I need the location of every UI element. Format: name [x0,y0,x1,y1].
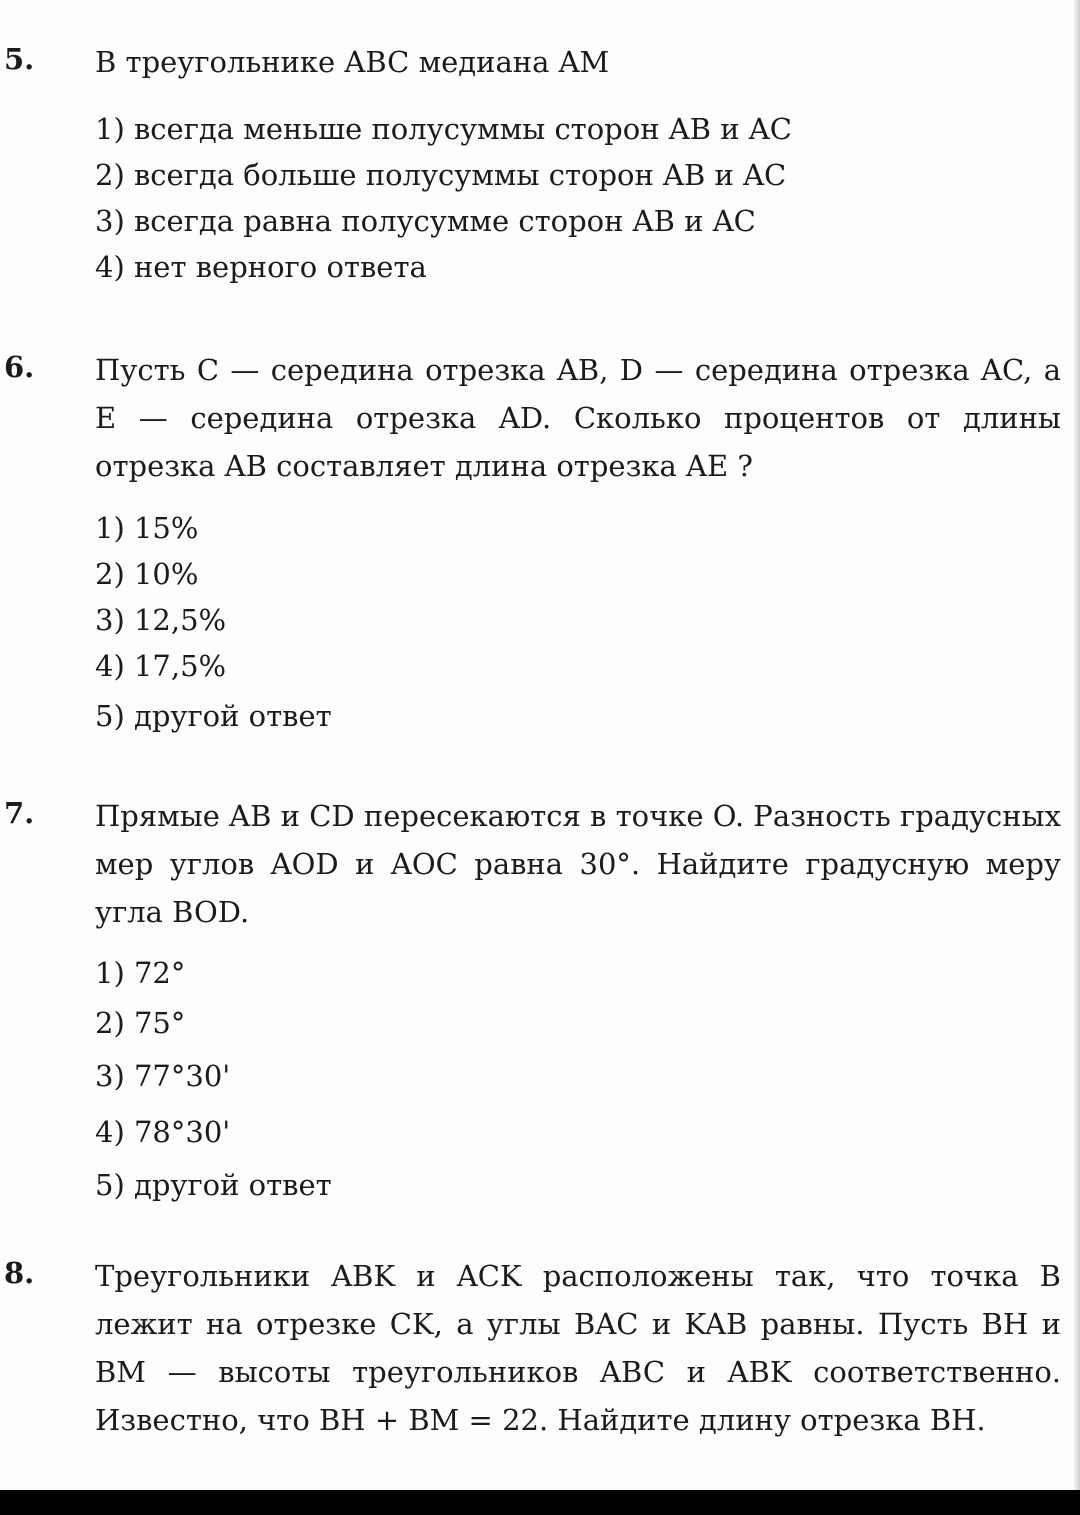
answer-option: 1) 72° [95,956,186,990]
screen-border [0,1490,1080,1515]
task-number: 6. [4,350,35,384]
answer-option: 2) всегда больше полусуммы сторон AB и AC [95,158,787,192]
answer-option: 3) всегда равна полусумме сторон AB и AC [95,204,756,238]
answer-option: 2) 10% [95,557,199,591]
answer-option: 5) другой ответ [95,1168,332,1202]
answer-option: 3) 77°30' [95,1059,231,1093]
task-number: 8. [4,1256,35,1290]
page-edge-shadow [1074,0,1080,1490]
answer-option: 1) всегда меньше полусуммы сторон AB и AC [95,112,792,146]
answer-option: 3) 12,5% [95,603,227,637]
task-number: 7. [4,796,35,830]
answer-options [95,948,995,1210]
answer-options [95,106,995,290]
task-question: Треугольники ABK и ACK расположены так, что точка B лежит на отрезке CK, а углы BAC и KAB равны. Пусть BH и BM — высоты треугольников ABC и ABK соответственно. Известно, что BH + BM = 22. Найдите длину отрезка BH. [95,1259,1061,1437]
answer-options [95,505,995,739]
answer-option: 2) 75° [95,1006,186,1040]
answer-option: 5) другой ответ [95,699,332,733]
task-question: Прямые AB и CD пересекаются в точке O. Разность градусных мер углов AOD и AOC равна 30°. Найдите градусную меру угла BOD. [95,799,1061,929]
answer-option: 4) 78°30' [95,1115,231,1149]
answer-option: 4) 17,5% [95,649,227,683]
task-question: В треугольнике ABC медиана AM [95,45,610,79]
answer-option: 4) нет верного ответа [95,250,427,284]
task-number: 5. [4,42,35,76]
task-question: Пусть C — середина отрезка AB, D — середина отрезка AC, а E — середина отрезка AD. Сколько процентов от длины отрезка AB составляет длина отрезка AE ? [95,353,1061,483]
answer-option: 1) 15% [95,511,199,545]
